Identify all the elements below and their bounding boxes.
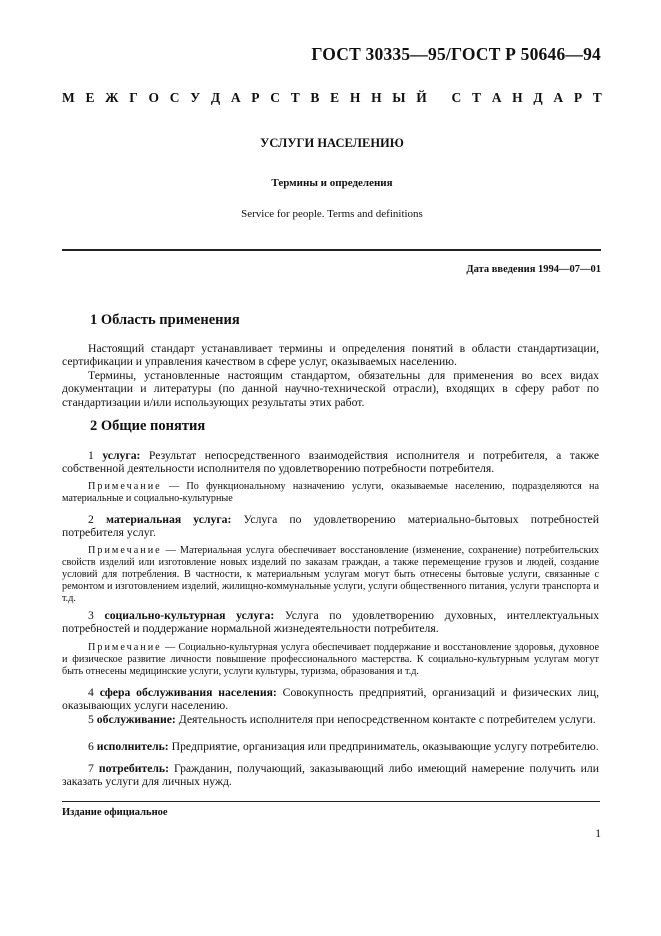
- term-entry: [62, 449, 599, 476]
- document-subtitle: Термины и определения: [271, 177, 393, 189]
- banner-letter: Р: [573, 90, 583, 105]
- header-divider: [62, 249, 601, 251]
- note-label: Примечание: [88, 481, 162, 492]
- term-entry: [62, 609, 599, 636]
- banner-letter: Ы: [392, 90, 406, 105]
- banner-letter: А: [230, 90, 241, 105]
- term-note: [62, 481, 599, 505]
- banner-letter: О: [148, 90, 160, 105]
- english-title: Service for people. Terms and definitions: [241, 208, 423, 220]
- term-number: 5: [88, 713, 94, 726]
- term-definition: Гражданин, получающий, заказывающий либо имеющий намерение получить или заказать услуги для личных нужд.: [62, 762, 600, 789]
- banner-letter: Д: [210, 90, 221, 105]
- term-name: сфера обслуживания населения:: [99, 686, 277, 699]
- standard-banner: [62, 90, 602, 106]
- term-entry: [62, 513, 599, 540]
- term-number: 2: [88, 513, 94, 526]
- banner-letter: Т: [592, 90, 602, 105]
- banner-letter: В: [310, 90, 320, 105]
- banner-letter: Й: [416, 90, 427, 105]
- banner-letter: Д: [533, 90, 543, 105]
- term-name: исполнитель:: [96, 740, 169, 753]
- footer-divider: [62, 801, 600, 802]
- note-label: Примечание: [88, 642, 162, 653]
- banner-letter: Р: [251, 90, 260, 105]
- note-label: Примечание: [88, 545, 162, 556]
- note-text: — По функциональному назначению услуги, оказываемые населению, подразделяются на материальные и социально-культурные: [62, 481, 600, 505]
- term-definition: Услуга по удовлетворению материально-бытовых потребностей потребителя услуг.: [62, 513, 599, 540]
- banner-letter: Н: [349, 90, 361, 105]
- term-entry: [62, 740, 599, 753]
- term-definition: Предприятие, организация или предприниматель, оказывающие услугу потребителю.: [171, 740, 599, 753]
- banner-letter: С: [451, 90, 462, 105]
- section-2-heading: 2 Общие понятия: [90, 418, 206, 434]
- banner-letter: Н: [371, 90, 382, 105]
- banner-letter: А: [491, 90, 502, 105]
- term-entry: [62, 762, 599, 789]
- term-entry: [62, 713, 599, 726]
- term-note: [62, 642, 599, 678]
- term-definition: Деятельность исполнителя при непосредственном контакте с потребителем услуги.: [178, 713, 596, 726]
- edition-label: Издание официальное: [62, 807, 168, 818]
- banner-letter: Т: [290, 90, 300, 105]
- term-name: услуга:: [102, 449, 141, 462]
- term-definition: Совокупность предприятий, организаций и физических лиц, оказывающих услуги населению.: [62, 686, 600, 713]
- page-number: 1: [595, 828, 601, 840]
- term-definition: Услуга по удовлетворению духовных, интеллектуальных потребностей и поддержание нормальной жизнедеятельности потребителя.: [62, 609, 600, 636]
- banner-letter: Т: [472, 90, 482, 105]
- banner-letter: Е: [85, 90, 95, 105]
- term-definition: Результат непосредственного взаимодействия исполнителя и потребителя, а также собственной деятельности исполнителя по удовлетворению потребности потребителя.: [62, 449, 600, 476]
- term-number: 1: [88, 449, 94, 462]
- banner-letter: Е: [330, 90, 340, 105]
- introduction-date: Дата введения 1994—07—01: [466, 264, 601, 275]
- term-number: 4: [88, 686, 94, 699]
- banner-letter: А: [553, 90, 564, 105]
- term-entry: [62, 686, 599, 713]
- term-number: 6: [88, 740, 94, 753]
- banner-letter: С: [169, 90, 180, 105]
- document-code: ГОСТ 30335—95/ГОСТ Р 50646—94: [311, 44, 601, 64]
- banner-letter: С: [270, 90, 280, 105]
- section-1-paragraph-1: Настоящий стандарт устанавливает термины и определения понятий в области стандартизации, сертификации и управления качеством в сфере услуг, оказываемых населению.: [62, 342, 599, 369]
- term-note: [62, 545, 599, 605]
- section-1-paragraph-2: Термины, установленные настоящим стандартом, обязательны для применения во всех видах документации и литературы (по данной научно-технической отрасли), входящих в сферу работ по стандартизации и/или использующих результаты этих работ.: [62, 369, 599, 409]
- banner-gap: [437, 90, 440, 106]
- term-number: 7: [88, 762, 94, 775]
- banner-letter: Ж: [105, 90, 119, 105]
- note-text: — Материальная услуга обеспечивает восстановление (изменение, сохранение) потребительских свойств изделий или изготовление новых изделий по заказам граждан, а также перемещение грузов и людей, создание условий для потребления. В частности, к материальным услугам могут быть отнесены бытовые услуги, связанные с ремонтом и изготовлением изделий, жилищно-коммунальные услуги, услуги общественного питания, услуги транспорта и т.д.: [62, 545, 599, 605]
- banner-letter: Н: [512, 90, 523, 105]
- term-name: потребитель:: [98, 762, 170, 775]
- note-text: — Социально-культурная услуга обеспечивает поддержание и восстановление здоровья, духовное и физическое развитие личности повышение профессионального мастерства. К социально-культурным услугам могут быть отнесены медицинские услуги, услуги культуры, туризма, образования и т.д.: [62, 642, 600, 678]
- section-1-heading: 1 Область применения: [90, 312, 240, 328]
- banner-letter: Г: [129, 90, 138, 105]
- banner-letter: М: [62, 90, 75, 105]
- term-name: материальная услуга:: [105, 513, 232, 526]
- banner-letter: У: [190, 90, 201, 105]
- term-name: обслуживание:: [96, 713, 176, 726]
- term-number: 3: [88, 609, 94, 622]
- term-name: социально-культурная услуга:: [104, 609, 275, 622]
- document-title: УСЛУГИ НАСЕЛЕНИЮ: [260, 136, 404, 150]
